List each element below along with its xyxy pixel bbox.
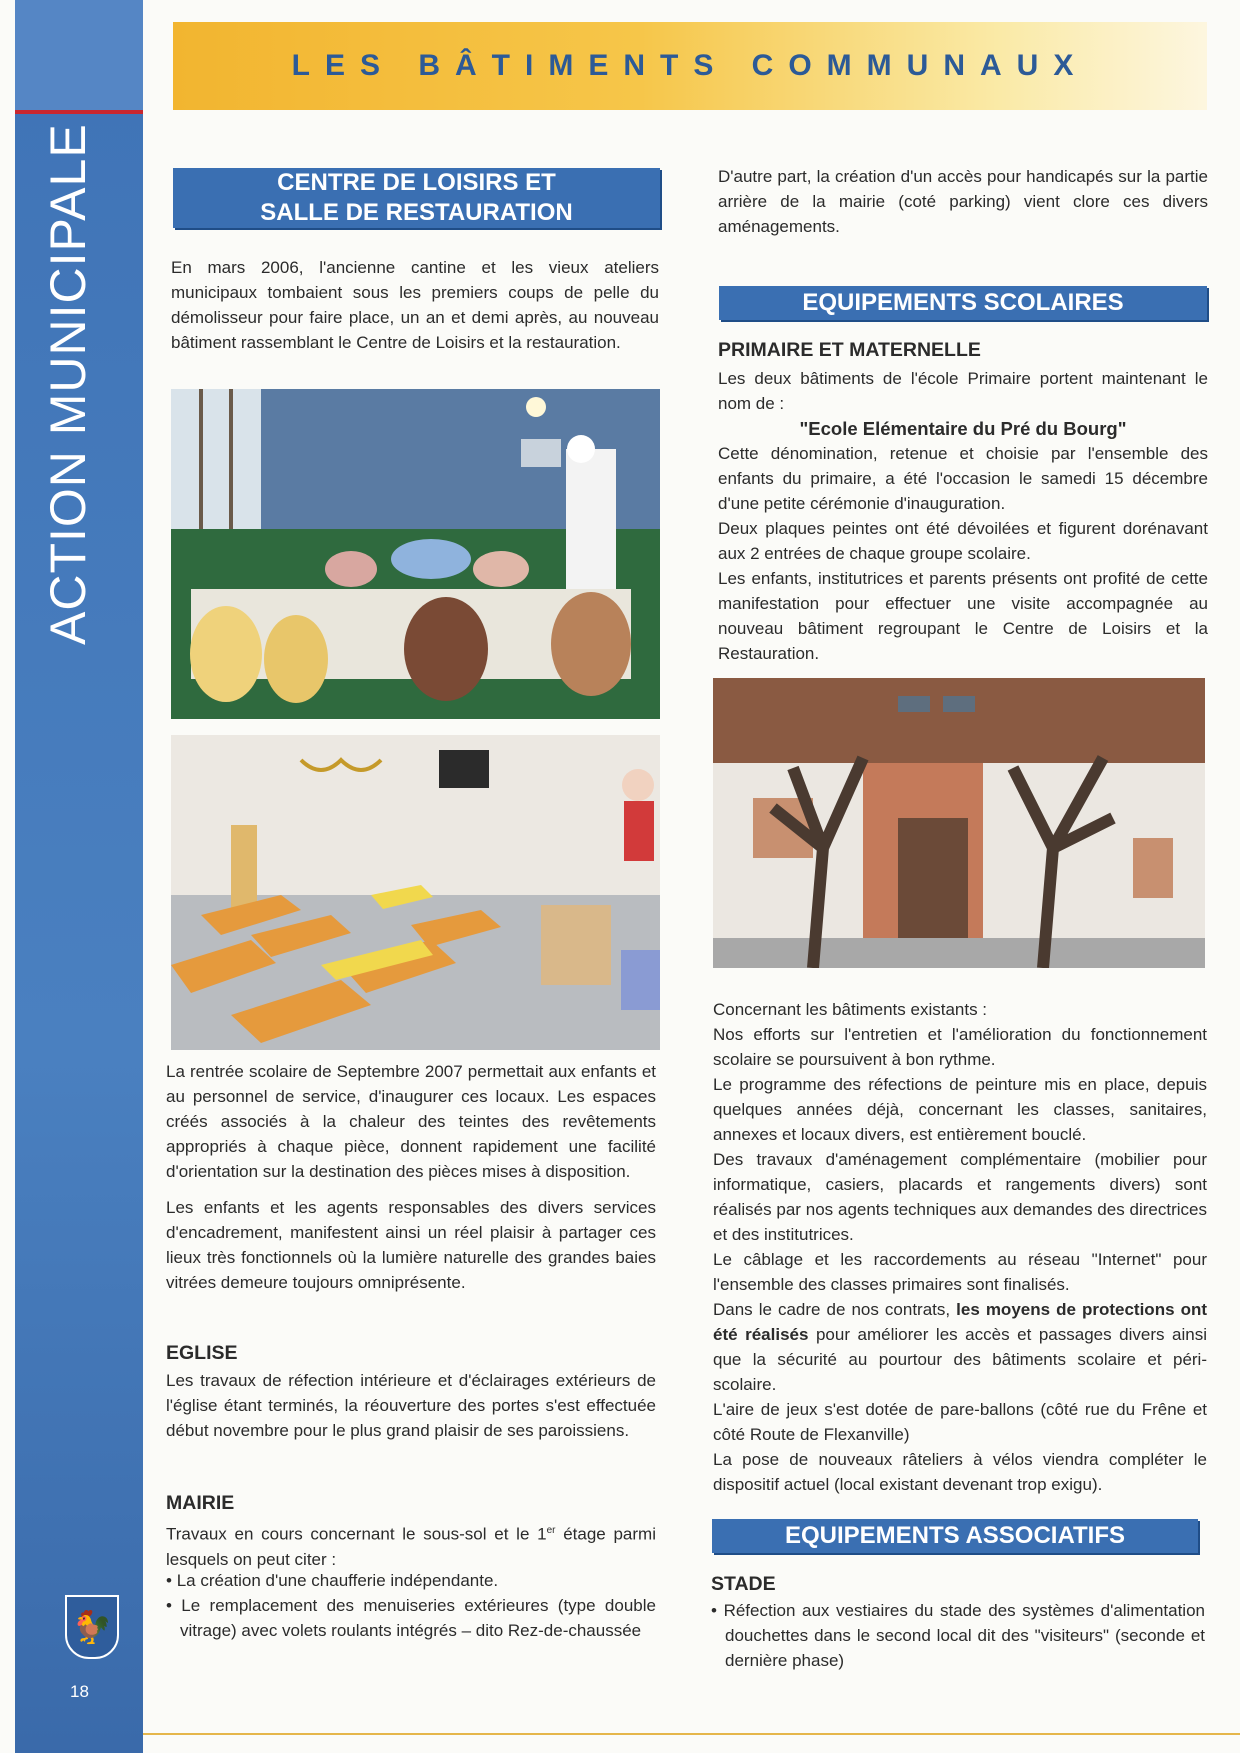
contrats-b: pour améliorer les accès et passages divers ainsi que la sécurité au pourtour des bâtiments scolaire et péri-scolaire. xyxy=(713,1325,1207,1394)
primaire-heading: PRIMAIRE ET MATERNELLE xyxy=(718,339,981,361)
school-name: "Ecole Elémentaire du Pré du Bourg" xyxy=(799,418,1127,439)
existants-intro: Concernant les bâtiments existants : xyxy=(713,1000,988,1019)
stade-list xyxy=(711,1598,1205,1673)
list-item: • La création d'une chaufferie indépendante. xyxy=(166,1568,656,1593)
section-title-scolaires xyxy=(719,286,1207,320)
mairie-list xyxy=(166,1568,656,1643)
mairie-intro-a: Travaux en cours concernant le sous-sol et le 1 xyxy=(166,1524,547,1544)
paragraph: Cette dénomination, retenue et choisie par l'ensemble des enfants du primaire, a été l'occasion le samedi 15 décembre d'une petite cérémonie d'inauguration. xyxy=(718,444,1208,513)
handicap-access-paragraph: D'autre part, la création d'un accès pour handicapés sur la partie arrière de la mairie (coté parking) vient clore ces divers aménagements. xyxy=(718,167,1208,236)
paragraph: Deux plaques peintes ont été dévoilées et figurent dorénavant aux 2 entrées de chaque groupe scolaire. xyxy=(718,519,1208,563)
page-title: LES BÂTIMENTS COMMUNAUX xyxy=(291,49,1089,82)
agents-paragraph: Les enfants et les agents responsables des divers services d'encadrement, manifestent ainsi un réel plaisir à partager ces lieux très fonctionnels où la lumière naturelle des grandes baies vitrées demeure toujours omniprésente. xyxy=(166,1198,656,1292)
mairie-intro-sup: er xyxy=(546,1525,556,1536)
section-title-line2: SALLE DE RESTAURATION xyxy=(260,199,573,226)
sidebar-title: ACTION MUNICIPALE xyxy=(40,123,96,645)
paragraph: Le programme des réfections de peinture mis en place, depuis quelques années déjà, concernant les classes, sanitaires, annexes et locaux divers, est entièrement bouclé. xyxy=(713,1075,1207,1144)
paragraph: La pose de nouveaux râteliers à vélos viendra compléter le dispositif actuel (local existant devenant trop exigu). xyxy=(713,1450,1207,1494)
section-title-centre-loisirs xyxy=(173,168,660,228)
contrats-bold: les moyens de protections ont été réalisés xyxy=(713,1300,1207,1344)
eglise-paragraph: Les travaux de réfection intérieure et d'éclairages extérieurs de l'église étant terminés, la réouverture des portes s'est effectuée début novembre pour le plus grand plaisir de ses paroissiens. xyxy=(166,1371,656,1440)
rooster-logo-icon: 🐓 xyxy=(65,1595,119,1659)
list-item: • Réfection aux vestiaires du stade des systèmes d'alimentation douchettes dans le second local dit des "visiteurs" (seconde et dernière phase) xyxy=(711,1598,1205,1673)
sidebar xyxy=(15,0,143,1753)
paragraph: Les enfants, institutrices et parents présents ont profité de cette manifestation pour effectuer une visite accompagnée au nouveau bâtiment regroupant le Centre de Loisirs et la Restauration. xyxy=(718,569,1208,663)
school-building-photo xyxy=(713,678,1205,968)
page-number: 18 xyxy=(70,1682,89,1701)
header-banner xyxy=(173,22,1207,110)
canteen-photo xyxy=(171,389,660,719)
intro-paragraph: En mars 2006, l'ancienne cantine et les vieux ateliers municipaux tombaient sous les premiers coups de pelle du démolisseur pour faire place, un an et demi après, au nouveau bâtiment rassemblant le Centre de Loisirs et la restauration. xyxy=(171,258,659,352)
section-title-associatifs xyxy=(712,1519,1198,1553)
existants-text xyxy=(713,997,1207,1497)
paragraph: Des travaux d'aménagement complémentaire (mobilier pour informatique, casiers, placards et rangements divers) sont réalisés par nos agents techniques aux demandes des directrices et des institutrices. xyxy=(713,1150,1207,1244)
stade-heading: STADE xyxy=(711,1573,776,1595)
section-title-associatifs-text: EQUIPEMENTS ASSOCIATIFS xyxy=(784,1522,1126,1549)
mairie-intro-b: étage parmi lesquels on peut citer : xyxy=(166,1524,656,1569)
inauguration-paragraph: La rentrée scolaire de Septembre 2007 permettait aux enfants et au personnel de service, d'inaugurer ces locaux. Les espaces créés associés à la chaleur des teintes des revêtements appropriés à chaque pièce, donnent rapidement une facilité d'orientation sur la destination des pièces mises à disposition. xyxy=(166,1062,656,1181)
primaire-text xyxy=(718,441,1208,666)
mairie-heading: MAIRIE xyxy=(166,1492,235,1514)
paragraph: L'aire de jeux s'est dotée de pare-ballons (côté rue du Frêne et côté Route de Flexanville) xyxy=(713,1400,1207,1444)
section-title-line1: CENTRE DE LOISIRS ET xyxy=(277,169,556,196)
eglise-heading: EGLISE xyxy=(166,1342,238,1364)
section-title-scolaires-text: EQUIPEMENTS SCOLAIRES xyxy=(802,289,1124,316)
contrats-a: Dans le cadre de nos contrats, xyxy=(713,1300,957,1319)
nap-room-photo xyxy=(171,735,660,1050)
mairie-intro xyxy=(166,1518,656,1572)
paragraph: Le câblage et les raccordements au réseau "Internet" pour l'ensemble des classes primaires sont finalisés. xyxy=(713,1250,1207,1294)
footer-divider xyxy=(143,1733,1240,1735)
list-item: • Le remplacement des menuiseries extérieures (type double vitrage) avec volets roulants intégrés – dito Rez-de-chaussée xyxy=(166,1593,656,1643)
paragraph: Nos efforts sur l'entretien et l'amélioration du fonctionnement scolaire se poursuivent à bon rythme. xyxy=(713,1025,1207,1069)
primaire-intro: Les deux bâtiments de l'école Primaire portent maintenant le nom de : xyxy=(718,369,1208,413)
contrats-paragraph xyxy=(713,1297,1207,1397)
